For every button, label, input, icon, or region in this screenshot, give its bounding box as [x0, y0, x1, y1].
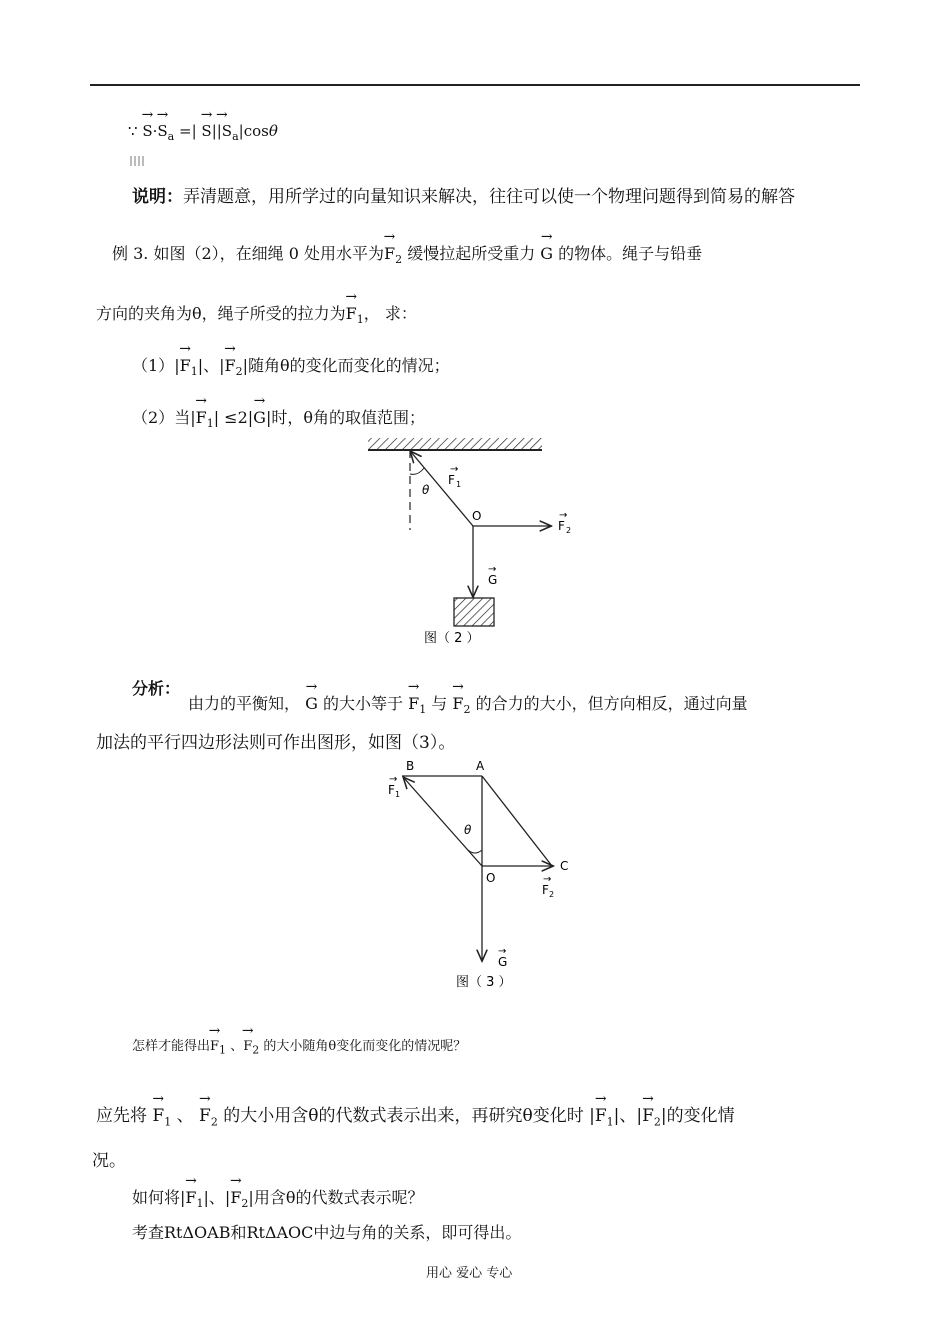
fig3-f2-arrow-mark: → [543, 874, 552, 885]
fig2-f1-label: F [448, 473, 455, 487]
fig3-b-label: B [406, 759, 415, 773]
fig2-g-label: G [488, 573, 498, 587]
question-1: $(1)|\to F_1|$、|→ $F_2|$随角θ的变化而变化的情况； [132, 344, 450, 378]
fig2-f2-arrow-mark: → [559, 510, 568, 521]
rope-f1-arrow [411, 452, 473, 526]
note-text: 弄清题意，用所学过的向量知识来解决，往往可以使一个物理问题得到简易的解答 [183, 187, 795, 207]
note-label: 说明： [132, 187, 183, 207]
vector-f2: → F [384, 232, 395, 262]
because-symbol: ∵ [128, 122, 138, 140]
answer-line1: 应先将 → $F_1$ 、 → $F_2$ 的大小用含θ的代数式表示出来，再研究θ变化时 |→ $F_1|$、|→ $F_2|$的变化情 [96, 1094, 735, 1128]
ceiling-hatch [368, 438, 542, 450]
svg-text:2: 2 [549, 890, 555, 899]
fig3-theta-label: θ [464, 823, 472, 837]
page-footer: 用心 爱心 专心 [426, 1266, 513, 1281]
fig3-f1-arrow-mark: → [389, 774, 398, 785]
vector-s: → S [142, 110, 152, 139]
example-line1: 例 3. 如图（2），在细绳 0 处用水平为→ $F_2$ 缓慢拉起所受重力 → G 的物体。绳子与铅垂 [112, 232, 702, 266]
formula-line: ∵ → $S\cdot\to S_a$ =| → $S\to ||S_a|\cos\theta$ [128, 110, 278, 143]
fig3-caption: 图（ 3 ） [456, 975, 512, 990]
example-line2: 方向的夹角为θ，绳子所受的拉力为→ $F_1$， 求： [96, 292, 417, 326]
fig3-c-label: C [560, 859, 569, 873]
vector-g: → G [540, 232, 553, 262]
fig2-theta-label: θ [422, 483, 430, 497]
line-ac [482, 776, 552, 866]
theta-arc [410, 468, 424, 474]
fig3-g-arrow-mark: → [498, 946, 507, 957]
vector-s-abs: → S [201, 110, 211, 139]
fig3-f1-label: F [388, 783, 395, 797]
fig2-o-label: O [472, 509, 482, 523]
fig3-g-label: G [498, 955, 508, 969]
fig2-caption: 图（ 2 ） [424, 631, 480, 646]
vector-f1: → F [346, 292, 357, 322]
weight-block [454, 598, 494, 626]
fig2-g-arrow-mark: → [488, 564, 497, 575]
svg-text:2: 2 [566, 526, 572, 535]
analysis-line1-text: 由力的平衡知， → G 的大小等于 → $F_1$ 与 → $F_2$ 的合力的大小，但方向相反，通过向量 [188, 682, 748, 716]
fig2-f1-arrow-mark: → [450, 464, 459, 475]
how-line: 如何将|→ $F_1|$、|→ $F_2|$用含θ的代数式表示呢？ [132, 1176, 423, 1210]
fig2-f2-label: F [558, 519, 565, 533]
question-small: 怎样才能得出→ $F_1$ 、→ $F_2$ 的大小随角θ变化而变化的情况呢？ [132, 1026, 466, 1057]
svg-text:1: 1 [395, 790, 401, 799]
garbled-image-artifact [130, 156, 146, 166]
analysis-line2: 加法的平行四边形法则可作出图形，如图（3）。 [96, 733, 456, 753]
vector-sa: → S [157, 110, 167, 139]
check-line: 考查RtΔOAB和RtΔAOC中边与角的关系，即可得出。 [132, 1223, 522, 1242]
analysis-line1 [132, 676, 180, 699]
note-paragraph [132, 182, 795, 207]
header-rule [90, 84, 860, 86]
fig3-a-label: A [476, 759, 485, 773]
svg-text:1: 1 [456, 480, 462, 489]
figure-2 [360, 432, 600, 652]
analysis-label: 分析： [132, 679, 181, 698]
question-2: （2）当|→ $F_1| \le 2|\to G|$时，θ角的取值范围； [132, 396, 425, 430]
fig3-f2-label: F [542, 883, 549, 897]
figure-3 [380, 754, 590, 994]
fig3-o-label: O [486, 871, 496, 885]
f1-arrow [404, 778, 482, 866]
answer-line2: 况。 [92, 1151, 126, 1171]
